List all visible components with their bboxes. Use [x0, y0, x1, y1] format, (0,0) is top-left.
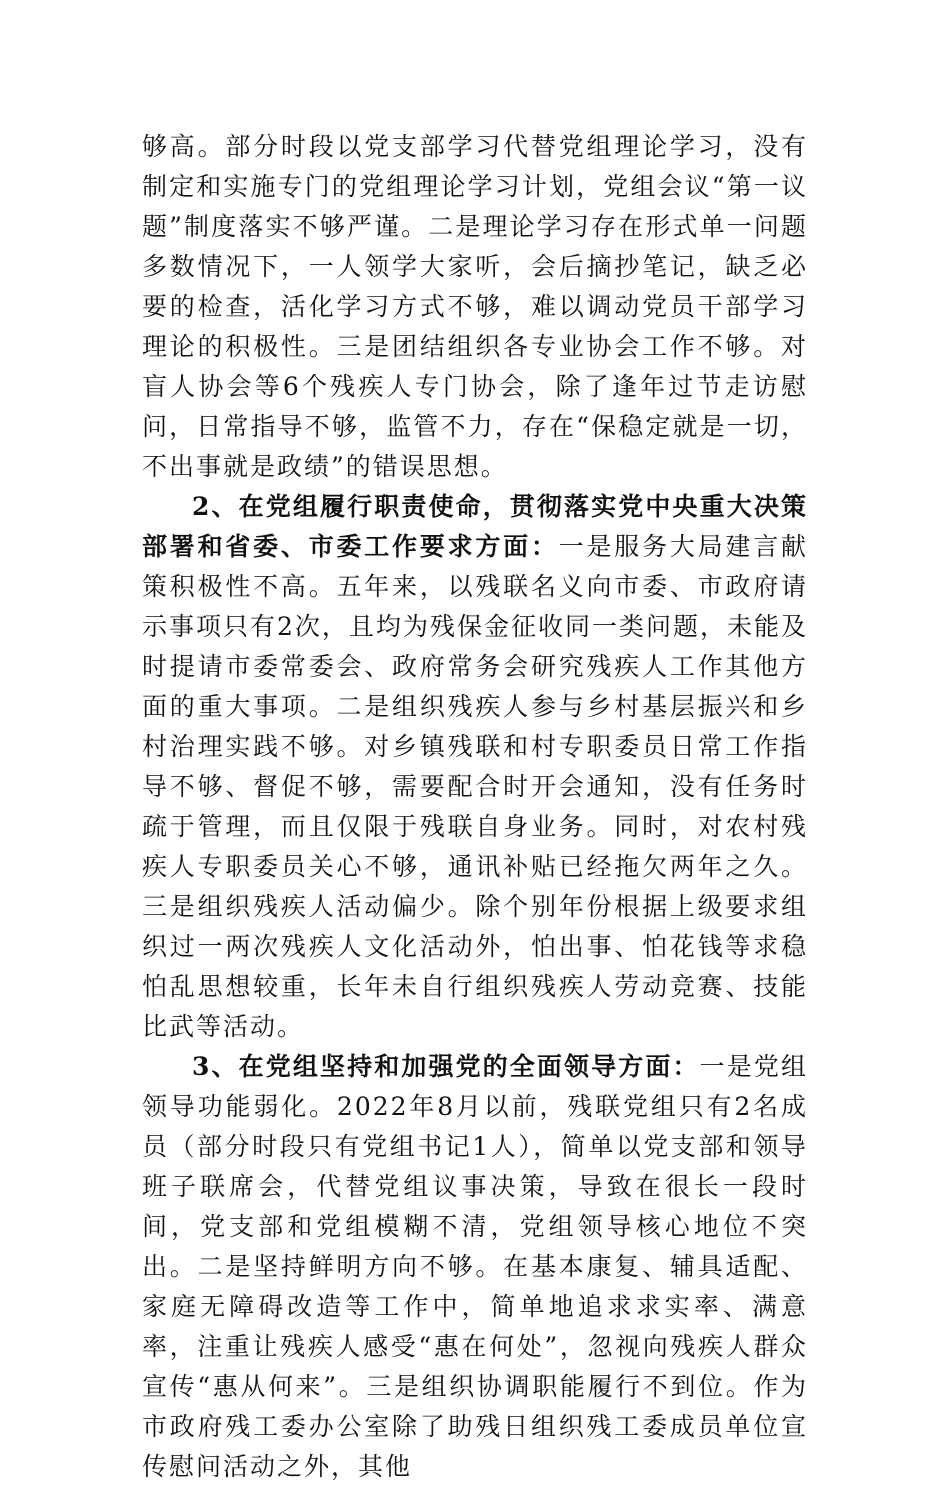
- paragraph-1: [142, 127, 808, 487]
- paragraph-2: [142, 487, 808, 1047]
- paragraph-3-body: 一是党组领导功能弱化。2022年8月以前，残联党组只有2名成员（部分时段只有党组书记1人），简单以党支部和领导班子联席会，代替党组议事决策，导致在很长一段时间，党支部和党组模糊不清，党组领导核心地位不突出。二是坚持鲜明方向不够。在基本康复、辅具适配、家庭无障碍改造等工作中，简单地追求求实率、满意率，注重让残疾人感受“惠在何处”，忽视向残疾人群众宣传“惠从何来”。三是组织协调职能履行不到位。作为市政府残工委办公室除了助残日组织残工委成员单位宣传慰问活动之外，其他: [142, 1052, 808, 1481]
- document-body: [142, 127, 808, 1487]
- paragraph-2-heading: 2、在党组履行职责使命，贯彻落实党中央重大决策部署和省委、市委工作要求方面：: [142, 492, 808, 561]
- paragraph-3: [142, 1047, 808, 1487]
- paragraph-2-body: 一是服务大局建言献策积极性不高。五年来，以残联名义向市委、市政府请示事项只有2次，且均为残保金征收同一类问题，未能及时提请市委常委会、政府常务会研究残疾人工作其他方面的重大事项。二是组织残疾人参与乡村基层振兴和乡村治理实践不够。对乡镇残联和村专职委员日常工作指导不够、督促不够，需要配合时开会通知，没有任务时疏于管理，而且仅限于残联自身业务。同时，对农村残疾人专职委员关心不够，通讯补贴已经拖欠两年之久。三是组织残疾人活动偏少。除个别年份根据上级要求组织过一两次残疾人文化活动外，怕出事、怕花钱等求稳怕乱思想较重，长年未自行组织残疾人劳动竞赛、技能比武等活动。: [142, 532, 808, 1041]
- paragraph-1-body: 够高。部分时段以党支部学习代替党组理论学习，没有制定和实施专门的党组理论学习计划，党组会议“第一议题”制度落实不够严谨。二是理论学习存在形式单一问题多数情况下，一人领学大家听，会后摘抄笔记，缺乏必要的检查，活化学习方式不够，难以调动党员干部学习理论的积极性。三是团结组织各专业协会工作不够。对盲人协会等6个残疾人专门协会，除了逢年过节走访慰问，日常指导不够，监管不力，存在“保稳定就是一切，不出事就是政绩”的错误思想。: [142, 132, 808, 481]
- paragraph-3-heading: 3、在党组坚持和加强党的全面领导方面：: [192, 1052, 700, 1081]
